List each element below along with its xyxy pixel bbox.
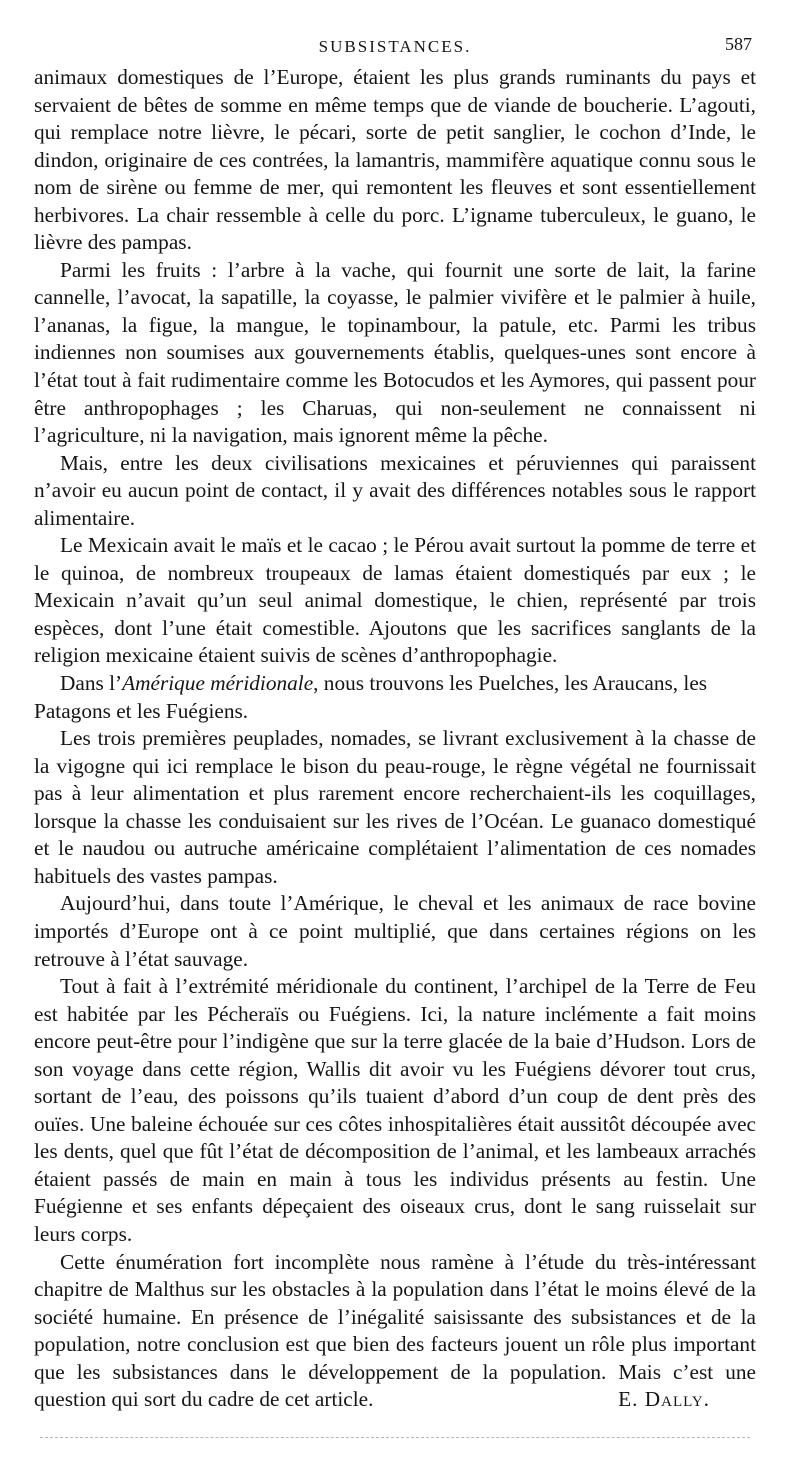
conclusion-text: Cette énumération fort incomplète nous ramène à l’étude du très-intéressant chapitre de Malthus sur les obstacles à la population dans l’état le moins élevé de la société humaine. En présence de l’inégalité saisissante des subsistances et de la population, notre conclusion est que bien des facteurs jouent un rôle plus important que les subsistances dans le développement de la population. Mais c’est une question qui sort du cadre de cet article. bbox=[34, 1249, 756, 1412]
article-body bbox=[34, 64, 756, 1414]
footer-rule bbox=[40, 1437, 750, 1438]
paragraph-terre-de-feu: Tout à fait à l’extrémité méridionale du continent, l’archipel de la Terre de Feu est habitée par les Pécheraïs ou Fuégiens. Ici, la nature inclémente a fait moins encore peut-être pour l’indigène que sur la terre glacée de la baie d’Hudson. Lors de son voyage dans cette région, Wallis dit avoir vu les Fuégiens dévorer tout crus, sortant de l’eau, des poissons qu’ils tuaient d’abord d’un coup de dent près des ouïes. Une baleine échouée sur ces côtes inhospitalières était aussitôt découpée avec les dents, quel que fût l’état de décomposition de l’animal, et les lambeaux arrachés étaient passés de main en main à tous les individus présents au festin. Une Fuégienne et ses enfants dépeçaient des oiseaux crus, dont le sang ruisselait sur leurs corps. bbox=[34, 974, 756, 1246]
paragraph-civilisations: Mais, entre les deux civilisations mexicaines et péruviennes qui paraissent n’avoir eu aucun point de contact, il y avait des différences notables sous le rapport alimentaire. bbox=[34, 450, 756, 530]
southern-place: Amérique méridionale bbox=[122, 671, 314, 696]
paragraph-patagons: Patagons et les Fuégiens. bbox=[34, 698, 249, 723]
paragraph-continued: animaux domestiques de l’Europe, étaient les plus grands ruminants du pays et servaient de bêtes de somme en même temps que de viande de boucherie. L’agouti, qui remplace notre lièvre, le pécari, sorte de petit sanglier, le cochon d’Inde, le dindon, originaire de ces contrées, la lamantris, mammifère aquatique connu sous le nom de sirène ou femme de mer, qui remontent les fleuves et sont essentiellement herbivores. La chair ressemble à celle du porc. L’igname tuberculeux, le guano, le lièvre des pampas. bbox=[34, 65, 756, 255]
paragraph-mexicain: Le Mexicain avait le maïs et le cacao ; le Pérou avait surtout la pomme de terre et le quinoa, de nombreux troupeaux de lamas étaient domestiqués par eux ; le Mexicain n’avait qu’un seul animal domestique, le chien, représenté par trois espèces, dont l’une était comestible. Ajoutons que les sacrifices sanglants de la religion mexicaine étaient suivis de scènes d’anthropophagie. bbox=[34, 533, 756, 668]
paragraph-fruits: Parmi les fruits : l’arbre à la vache, qui fournit une sorte de lait, la farine cannelle, l’avocat, la sapatille, la coyasse, le palmier vivifère et le palmier à huile, l’ananas, la figue, la mangue, le topinambour, la patule, etc. Parmi les tribus indiennes non soumises aux gouvernements établis, quelques-unes sont encore à l’état tout à fait rudimentaire comme les Botocudos et les Aymores, qui passent pour être anthropophages ; les Charuas, qui non-seulement ne connaissent ni l’agriculture, ni la navigation, mais ignorent même la pêche. bbox=[34, 257, 756, 448]
paragraph-aujourdhui: Aujourd’hui, dans toute l’Amérique, le cheval et les animaux de race bovine importés d’Europe ont à ce point multiplié, que dans certaines régions on les retrouve à l’état sauvage. bbox=[34, 891, 756, 971]
paragraph-peuplades: Les trois premières peuplades, nomades, se livrant exclusivement à la chasse de la vigogne qui ici remplace le bison du peau-rouge, le règne végétal ne fournissait pas à leur alimentation et plus rarement encore recherchaient-ils les coquillages, lorsque la chasse les conduisaient sur les rives de l’Océan. Le guanaco domestiqué et le naudou ou autruche américaine complétaient l’alimentation de ces nomades habituels des vastes pampas. bbox=[34, 726, 756, 888]
paragraph-amerique-meridionale bbox=[34, 670, 756, 698]
author-signature: E. Dally. bbox=[618, 1387, 710, 1412]
paragraph-conclusion bbox=[34, 1249, 756, 1414]
southern-lead: Dans l’ bbox=[60, 671, 123, 696]
southern-rest: , nous trouvons les Puelches, les Araucans, les bbox=[313, 671, 708, 696]
running-head bbox=[34, 30, 756, 64]
running-title: SUBSISTANCES. bbox=[318, 37, 472, 56]
page-number: 587 bbox=[725, 34, 752, 54]
